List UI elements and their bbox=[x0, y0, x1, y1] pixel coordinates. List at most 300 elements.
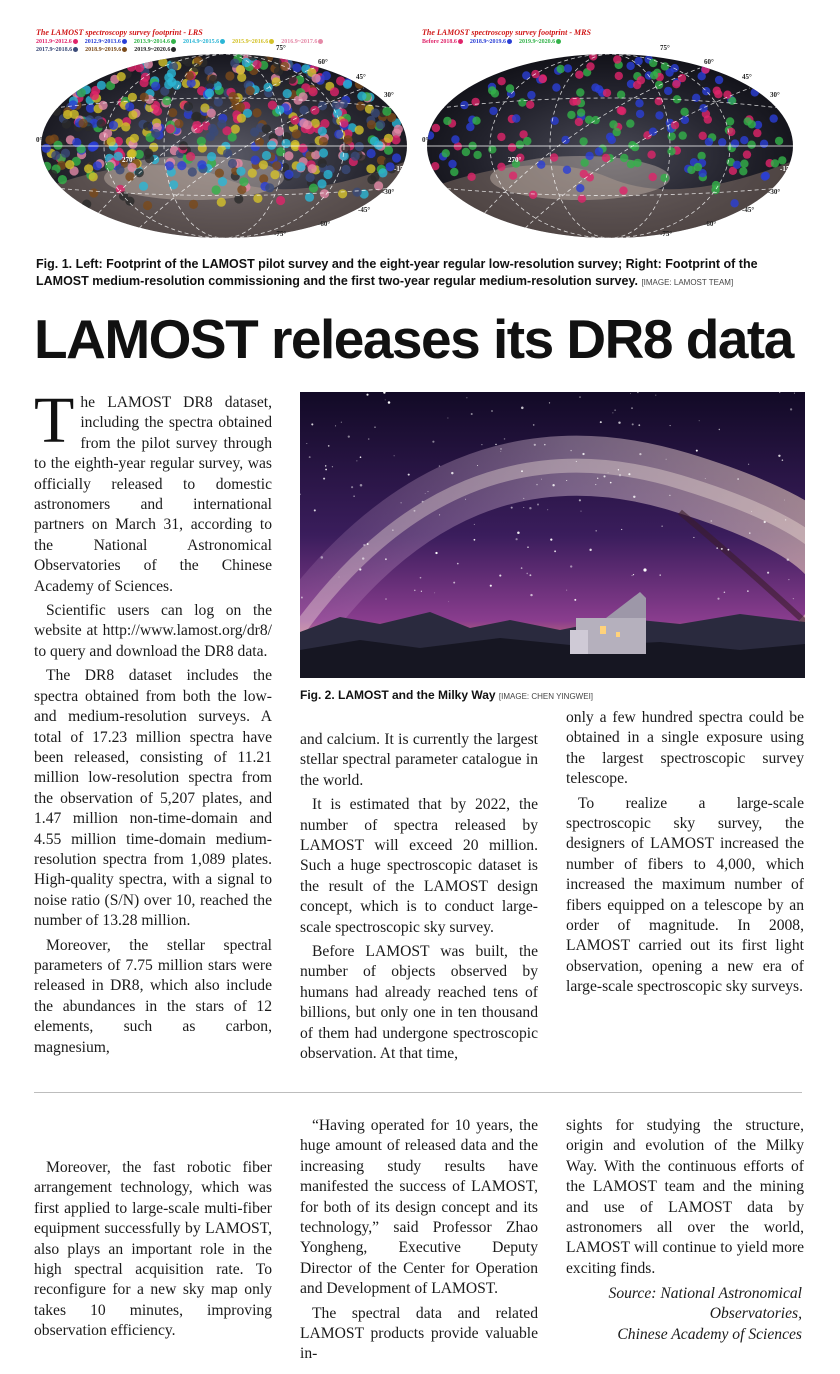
survey-plate-marker bbox=[576, 184, 584, 192]
lrs-legend-item bbox=[281, 38, 323, 46]
survey-plate-marker bbox=[317, 179, 326, 188]
survey-plate-marker bbox=[128, 110, 137, 119]
survey-plate-marker bbox=[268, 101, 277, 110]
star bbox=[600, 421, 602, 423]
lamost-milky-way-photo bbox=[300, 392, 805, 678]
dec-label-45: 45° bbox=[742, 73, 752, 81]
survey-plate-marker bbox=[751, 88, 759, 96]
survey-plate-marker bbox=[166, 124, 175, 133]
star bbox=[670, 425, 671, 426]
survey-plate-marker bbox=[125, 197, 134, 206]
star bbox=[579, 499, 581, 501]
survey-plate-marker bbox=[236, 167, 245, 176]
survey-plate-marker bbox=[206, 132, 215, 141]
star bbox=[721, 548, 723, 550]
star bbox=[764, 521, 766, 523]
survey-plate-marker bbox=[576, 88, 584, 96]
star bbox=[408, 474, 410, 476]
star bbox=[710, 520, 712, 522]
paragraph: Scientific users can log on the website at http://www.lamost.org/dr8/ to query and download the DR8 data. bbox=[34, 602, 272, 660]
star bbox=[335, 425, 336, 426]
mrs-map-legend bbox=[422, 38, 722, 46]
star bbox=[368, 438, 370, 440]
star bbox=[359, 568, 361, 570]
star bbox=[794, 393, 795, 394]
survey-plate-marker bbox=[174, 119, 183, 128]
survey-plate-marker bbox=[575, 71, 583, 79]
survey-plate-marker bbox=[431, 162, 439, 170]
star bbox=[547, 509, 548, 510]
star bbox=[614, 409, 616, 411]
paragraph: and calcium. It is currently the largest stellar spectral parameter catalogue in the world. bbox=[300, 731, 538, 789]
dec-label-m45: -45° bbox=[358, 206, 371, 214]
star bbox=[537, 503, 539, 505]
survey-plate-marker bbox=[89, 142, 98, 151]
survey-plate-marker bbox=[586, 62, 594, 70]
survey-plate-marker bbox=[730, 199, 738, 207]
survey-plate-marker bbox=[392, 153, 401, 162]
star bbox=[790, 408, 792, 410]
star bbox=[341, 422, 342, 423]
lrs-legend-item bbox=[36, 46, 78, 54]
star bbox=[360, 484, 363, 487]
star bbox=[580, 511, 581, 512]
survey-plate-marker bbox=[212, 185, 221, 194]
star bbox=[511, 507, 513, 509]
source-line-1: Source: National Astronomical bbox=[608, 1285, 802, 1302]
survey-plate-marker bbox=[237, 73, 246, 82]
survey-plate-marker bbox=[497, 77, 505, 85]
dec-label-m15: -15° bbox=[780, 165, 793, 173]
lrs-legend-label: 2011.9~2012.6 bbox=[36, 39, 72, 45]
survey-plate-marker bbox=[578, 195, 586, 203]
survey-plate-marker bbox=[319, 137, 328, 146]
survey-plate-marker bbox=[526, 101, 534, 109]
star bbox=[366, 394, 368, 396]
star bbox=[425, 493, 426, 494]
star bbox=[661, 526, 662, 527]
survey-plate-marker bbox=[42, 144, 51, 153]
dec-label-m30: -30° bbox=[768, 188, 781, 196]
paragraph: The spectral data and related LAMOST products provide valuable in- bbox=[300, 1304, 538, 1363]
survey-plate-marker bbox=[636, 110, 644, 118]
survey-plate-marker bbox=[248, 169, 257, 178]
survey-plate-marker bbox=[681, 116, 689, 124]
lrs-legend-swatch bbox=[73, 47, 78, 52]
survey-plate-marker bbox=[89, 188, 98, 197]
dec-label-m30: -30° bbox=[382, 188, 395, 196]
star bbox=[582, 453, 584, 455]
survey-plate-marker bbox=[613, 55, 621, 63]
survey-plate-marker bbox=[151, 82, 160, 91]
star bbox=[453, 582, 455, 584]
star bbox=[474, 539, 476, 541]
survey-plate-marker bbox=[84, 164, 93, 173]
star bbox=[639, 453, 641, 455]
survey-plate-marker bbox=[151, 129, 160, 138]
star bbox=[394, 455, 395, 456]
star bbox=[554, 550, 556, 552]
star bbox=[655, 395, 656, 396]
survey-plate-marker bbox=[613, 128, 621, 136]
milky-way-photo-graphic bbox=[300, 392, 805, 678]
survey-plate-marker bbox=[442, 149, 450, 157]
star bbox=[628, 473, 630, 475]
star bbox=[544, 444, 546, 446]
survey-plate-marker bbox=[551, 117, 559, 125]
survey-plate-marker bbox=[309, 87, 318, 96]
survey-plate-marker bbox=[366, 164, 375, 173]
lrs-legend-label: 2019.9~2020.6 bbox=[134, 47, 171, 53]
mrs-legend-label: Before 2018.6 bbox=[422, 39, 457, 45]
survey-plate-marker bbox=[704, 115, 712, 123]
survey-plate-marker bbox=[577, 109, 585, 117]
survey-plate-marker bbox=[272, 161, 281, 170]
survey-plate-marker bbox=[208, 124, 217, 133]
survey-plate-marker bbox=[744, 117, 752, 125]
survey-plate-marker bbox=[172, 81, 181, 90]
star bbox=[392, 529, 393, 530]
star bbox=[534, 444, 536, 446]
survey-plate-marker bbox=[451, 135, 459, 143]
star bbox=[621, 529, 622, 530]
lrs-legend-label: 2016.9~2017.6 bbox=[281, 39, 318, 45]
star bbox=[719, 429, 720, 430]
survey-plate-marker bbox=[237, 114, 246, 123]
survey-plate-marker bbox=[217, 198, 226, 207]
lrs-legend-item bbox=[36, 38, 78, 46]
survey-plate-marker bbox=[512, 114, 520, 122]
survey-plate-marker bbox=[250, 127, 259, 136]
mrs-footprint-map bbox=[420, 28, 800, 244]
survey-plate-marker bbox=[699, 132, 707, 140]
survey-plate-marker bbox=[265, 183, 274, 192]
article-column-3 bbox=[566, 708, 804, 1002]
star bbox=[504, 438, 506, 440]
section-divider bbox=[34, 1092, 802, 1093]
star bbox=[737, 478, 739, 480]
survey-plate-marker bbox=[516, 140, 524, 148]
survey-plate-marker bbox=[237, 185, 246, 194]
survey-plate-marker bbox=[603, 89, 611, 97]
star bbox=[541, 479, 542, 480]
paragraph: The DR8 dataset includes the spectra obtained from both the low- and medium-resolution surveys. A total of 17.23 million spectra have been released, consisting of 11.21 million low-resolution spectra from the observation of 5,207 plates, and 1.47 million non-time-domain and 4.55 million time-domain medium-resolution spectra from 1,089 plates. High-quality spectra, with a signal to noise ratio (S/N) over 10, reached the number of 13.28 million. bbox=[34, 667, 272, 930]
lrs-footprint-map bbox=[34, 28, 414, 244]
survey-plate-marker bbox=[306, 173, 315, 182]
survey-plate-marker bbox=[276, 196, 285, 205]
star bbox=[414, 590, 415, 591]
survey-plate-marker bbox=[264, 83, 273, 92]
survey-plate-marker bbox=[231, 125, 240, 134]
survey-plate-marker bbox=[778, 156, 786, 164]
survey-plate-marker bbox=[127, 62, 136, 71]
lrs-legend-item bbox=[183, 38, 225, 46]
star bbox=[385, 598, 387, 600]
survey-plate-marker bbox=[89, 172, 98, 181]
survey-plate-marker bbox=[145, 154, 154, 163]
survey-plate-marker bbox=[655, 97, 663, 105]
survey-plate-marker bbox=[355, 80, 364, 89]
star bbox=[360, 456, 362, 458]
survey-plate-marker bbox=[93, 161, 102, 170]
paragraph bbox=[34, 384, 272, 597]
survey-plate-marker bbox=[355, 142, 364, 151]
survey-plate-marker bbox=[394, 125, 403, 134]
survey-plate-marker bbox=[139, 182, 148, 191]
survey-plate-marker bbox=[635, 99, 643, 107]
dec-label-m15: -15° bbox=[394, 165, 407, 173]
survey-plate-marker bbox=[664, 87, 672, 95]
lrs-legend-label: 2014.9~2015.6 bbox=[183, 39, 220, 45]
article-column-4 bbox=[34, 1158, 272, 1346]
survey-plate-marker bbox=[581, 159, 589, 167]
survey-plate-marker bbox=[186, 152, 195, 161]
star bbox=[570, 565, 572, 567]
survey-plate-marker bbox=[609, 120, 617, 128]
lrs-legend-item bbox=[85, 46, 127, 54]
survey-plate-marker bbox=[679, 131, 687, 139]
survey-plate-marker bbox=[619, 186, 627, 194]
figure2-caption-text: Fig. 2. LAMOST and the Milky Way bbox=[300, 688, 496, 702]
star bbox=[325, 469, 327, 471]
survey-plate-marker bbox=[618, 107, 626, 115]
article-column-6 bbox=[566, 1116, 804, 1283]
dec-label-60: 60° bbox=[704, 58, 714, 66]
star bbox=[630, 393, 631, 394]
star bbox=[610, 482, 612, 484]
survey-plate-marker bbox=[296, 162, 305, 171]
survey-plate-marker bbox=[282, 139, 291, 148]
survey-plate-marker bbox=[107, 137, 116, 146]
survey-plate-marker bbox=[205, 80, 214, 89]
survey-plate-marker bbox=[65, 160, 74, 169]
star bbox=[566, 480, 567, 481]
survey-plate-marker bbox=[170, 54, 179, 63]
dec-label-m60: -60° bbox=[318, 220, 331, 228]
figure2-credit: [IMAGE: CHEN YINGWEI] bbox=[498, 692, 594, 701]
survey-plate-marker bbox=[467, 173, 475, 181]
survey-plate-marker bbox=[121, 122, 130, 131]
lrs-legend-swatch bbox=[318, 39, 323, 44]
star bbox=[633, 574, 634, 575]
star bbox=[724, 592, 726, 594]
star bbox=[414, 510, 416, 512]
star bbox=[550, 538, 552, 540]
dec-label-0: 0° bbox=[36, 136, 43, 144]
star bbox=[612, 412, 613, 413]
star bbox=[356, 460, 357, 461]
star bbox=[748, 464, 749, 465]
survey-plate-marker bbox=[589, 52, 597, 60]
survey-plate-marker bbox=[97, 119, 106, 128]
survey-plate-marker bbox=[52, 107, 61, 116]
dec-label-45: 45° bbox=[356, 73, 366, 81]
survey-plate-marker bbox=[283, 89, 292, 98]
survey-plate-marker bbox=[218, 177, 227, 186]
star bbox=[669, 495, 670, 496]
lrs-legend-item bbox=[232, 38, 274, 46]
survey-plate-marker bbox=[45, 135, 54, 144]
star bbox=[363, 544, 365, 546]
lrs-map-legend bbox=[36, 38, 336, 54]
star bbox=[608, 472, 609, 473]
lrs-legend-label: 2017.9~2018.6 bbox=[36, 47, 73, 53]
star bbox=[306, 443, 307, 444]
survey-plate-marker bbox=[253, 60, 262, 69]
survey-plate-marker bbox=[251, 156, 260, 165]
star bbox=[353, 495, 355, 497]
star bbox=[574, 599, 576, 601]
star bbox=[749, 532, 750, 533]
survey-plate-marker bbox=[214, 97, 223, 106]
survey-plate-marker bbox=[77, 88, 86, 97]
survey-plate-marker bbox=[775, 137, 783, 145]
source-line-2: Observatories, bbox=[709, 1305, 802, 1323]
star bbox=[362, 557, 364, 559]
figure1-caption bbox=[36, 256, 806, 291]
survey-plate-marker bbox=[701, 65, 709, 73]
lrs-legend-item bbox=[134, 38, 176, 46]
dec-label-15: 15° bbox=[786, 112, 796, 120]
survey-plate-marker bbox=[197, 137, 206, 146]
star bbox=[311, 423, 313, 425]
survey-plate-marker bbox=[259, 160, 268, 169]
star bbox=[385, 399, 386, 400]
star bbox=[457, 563, 459, 565]
survey-plate-marker bbox=[563, 166, 571, 174]
star bbox=[785, 519, 786, 520]
dec-label-30: 30° bbox=[770, 91, 780, 99]
star bbox=[526, 573, 528, 575]
star bbox=[570, 450, 571, 451]
lrs-legend-swatch bbox=[122, 39, 127, 44]
survey-plate-marker bbox=[561, 136, 569, 144]
star bbox=[595, 484, 596, 485]
survey-plate-marker bbox=[448, 160, 456, 168]
star bbox=[529, 507, 531, 509]
mrs-legend-label: 2018.9~2019.6 bbox=[469, 39, 507, 45]
survey-plate-marker bbox=[753, 129, 761, 137]
star bbox=[367, 543, 369, 545]
survey-plate-marker bbox=[678, 74, 686, 82]
survey-plate-marker bbox=[650, 71, 658, 79]
star bbox=[325, 465, 326, 466]
star bbox=[314, 509, 316, 511]
survey-plate-marker bbox=[115, 165, 124, 174]
survey-plate-marker bbox=[284, 151, 293, 160]
survey-plate-marker bbox=[125, 172, 134, 181]
lrs-legend-item bbox=[85, 38, 127, 46]
survey-plate-marker bbox=[527, 91, 535, 99]
star bbox=[328, 445, 330, 447]
survey-plate-marker bbox=[228, 159, 237, 168]
survey-plate-marker bbox=[557, 65, 565, 73]
survey-plate-marker bbox=[188, 167, 197, 176]
paragraph: To realize a large-scale spectroscopic sky survey, the designers of LAMOST increased the number of fibers to 4,000, which increased the maximum number of fibers equipped on a telescope by an order of magnitude. In 2008, LAMOST carried out its first light observation, opening a new era of large-scale spectroscopic sky surveys. bbox=[566, 794, 804, 996]
star bbox=[388, 401, 391, 404]
survey-plate-marker bbox=[488, 145, 496, 153]
star bbox=[500, 451, 501, 452]
survey-plate-marker bbox=[726, 117, 734, 125]
lrs-sky-map-graphic bbox=[34, 28, 414, 244]
survey-plate-marker bbox=[518, 98, 526, 106]
star bbox=[659, 574, 660, 575]
survey-plate-marker bbox=[733, 161, 741, 169]
dec-label-m75: -75° bbox=[274, 230, 287, 238]
mrs-legend-swatch bbox=[507, 39, 512, 44]
survey-plate-marker bbox=[184, 102, 193, 111]
survey-plate-marker bbox=[715, 76, 723, 84]
survey-plate-marker bbox=[649, 59, 657, 67]
survey-plate-marker bbox=[292, 129, 301, 138]
lrs-legend-swatch bbox=[73, 39, 78, 44]
survey-plate-marker bbox=[740, 136, 748, 144]
source-attribution bbox=[566, 1284, 802, 1345]
drop-cap: T bbox=[34, 384, 75, 457]
survey-plate-marker bbox=[680, 108, 688, 116]
star bbox=[638, 424, 640, 426]
star bbox=[491, 410, 493, 412]
survey-plate-marker bbox=[307, 143, 316, 152]
survey-plate-marker bbox=[497, 163, 505, 171]
survey-plate-marker bbox=[299, 106, 308, 115]
star bbox=[751, 511, 752, 512]
star bbox=[309, 456, 311, 458]
survey-plate-marker bbox=[61, 149, 70, 158]
survey-plate-marker bbox=[731, 139, 739, 147]
survey-plate-marker bbox=[223, 149, 232, 158]
star bbox=[767, 572, 769, 574]
star bbox=[619, 474, 621, 476]
star bbox=[793, 598, 794, 599]
survey-plate-marker bbox=[291, 116, 300, 125]
survey-plate-marker bbox=[343, 135, 352, 144]
survey-plate-marker bbox=[694, 163, 702, 171]
survey-plate-marker bbox=[197, 160, 206, 169]
survey-plate-marker bbox=[714, 90, 722, 98]
survey-plate-marker bbox=[747, 141, 755, 149]
survey-plate-marker bbox=[450, 168, 458, 176]
survey-plate-marker bbox=[374, 140, 383, 149]
survey-plate-marker bbox=[668, 132, 676, 140]
survey-plate-marker bbox=[128, 163, 137, 172]
star bbox=[618, 469, 619, 470]
survey-plate-marker bbox=[215, 169, 224, 178]
star bbox=[784, 500, 785, 501]
star bbox=[631, 407, 633, 409]
survey-plate-marker bbox=[51, 151, 60, 160]
survey-plate-marker bbox=[135, 63, 144, 72]
star bbox=[693, 537, 694, 538]
survey-plate-marker bbox=[252, 108, 261, 117]
survey-plate-marker bbox=[497, 133, 505, 141]
star bbox=[716, 547, 718, 549]
survey-plate-marker bbox=[58, 175, 67, 184]
survey-plate-marker bbox=[117, 72, 126, 81]
survey-plate-marker bbox=[205, 89, 214, 98]
star bbox=[552, 484, 554, 486]
star bbox=[465, 499, 466, 500]
survey-plate-marker bbox=[567, 111, 575, 119]
star bbox=[595, 530, 597, 532]
survey-plate-marker bbox=[615, 72, 623, 80]
star bbox=[533, 424, 535, 426]
star bbox=[717, 598, 719, 600]
star bbox=[788, 579, 789, 580]
survey-plate-marker bbox=[489, 107, 497, 115]
dec-label-m75: -75° bbox=[660, 230, 673, 238]
star bbox=[435, 552, 437, 554]
